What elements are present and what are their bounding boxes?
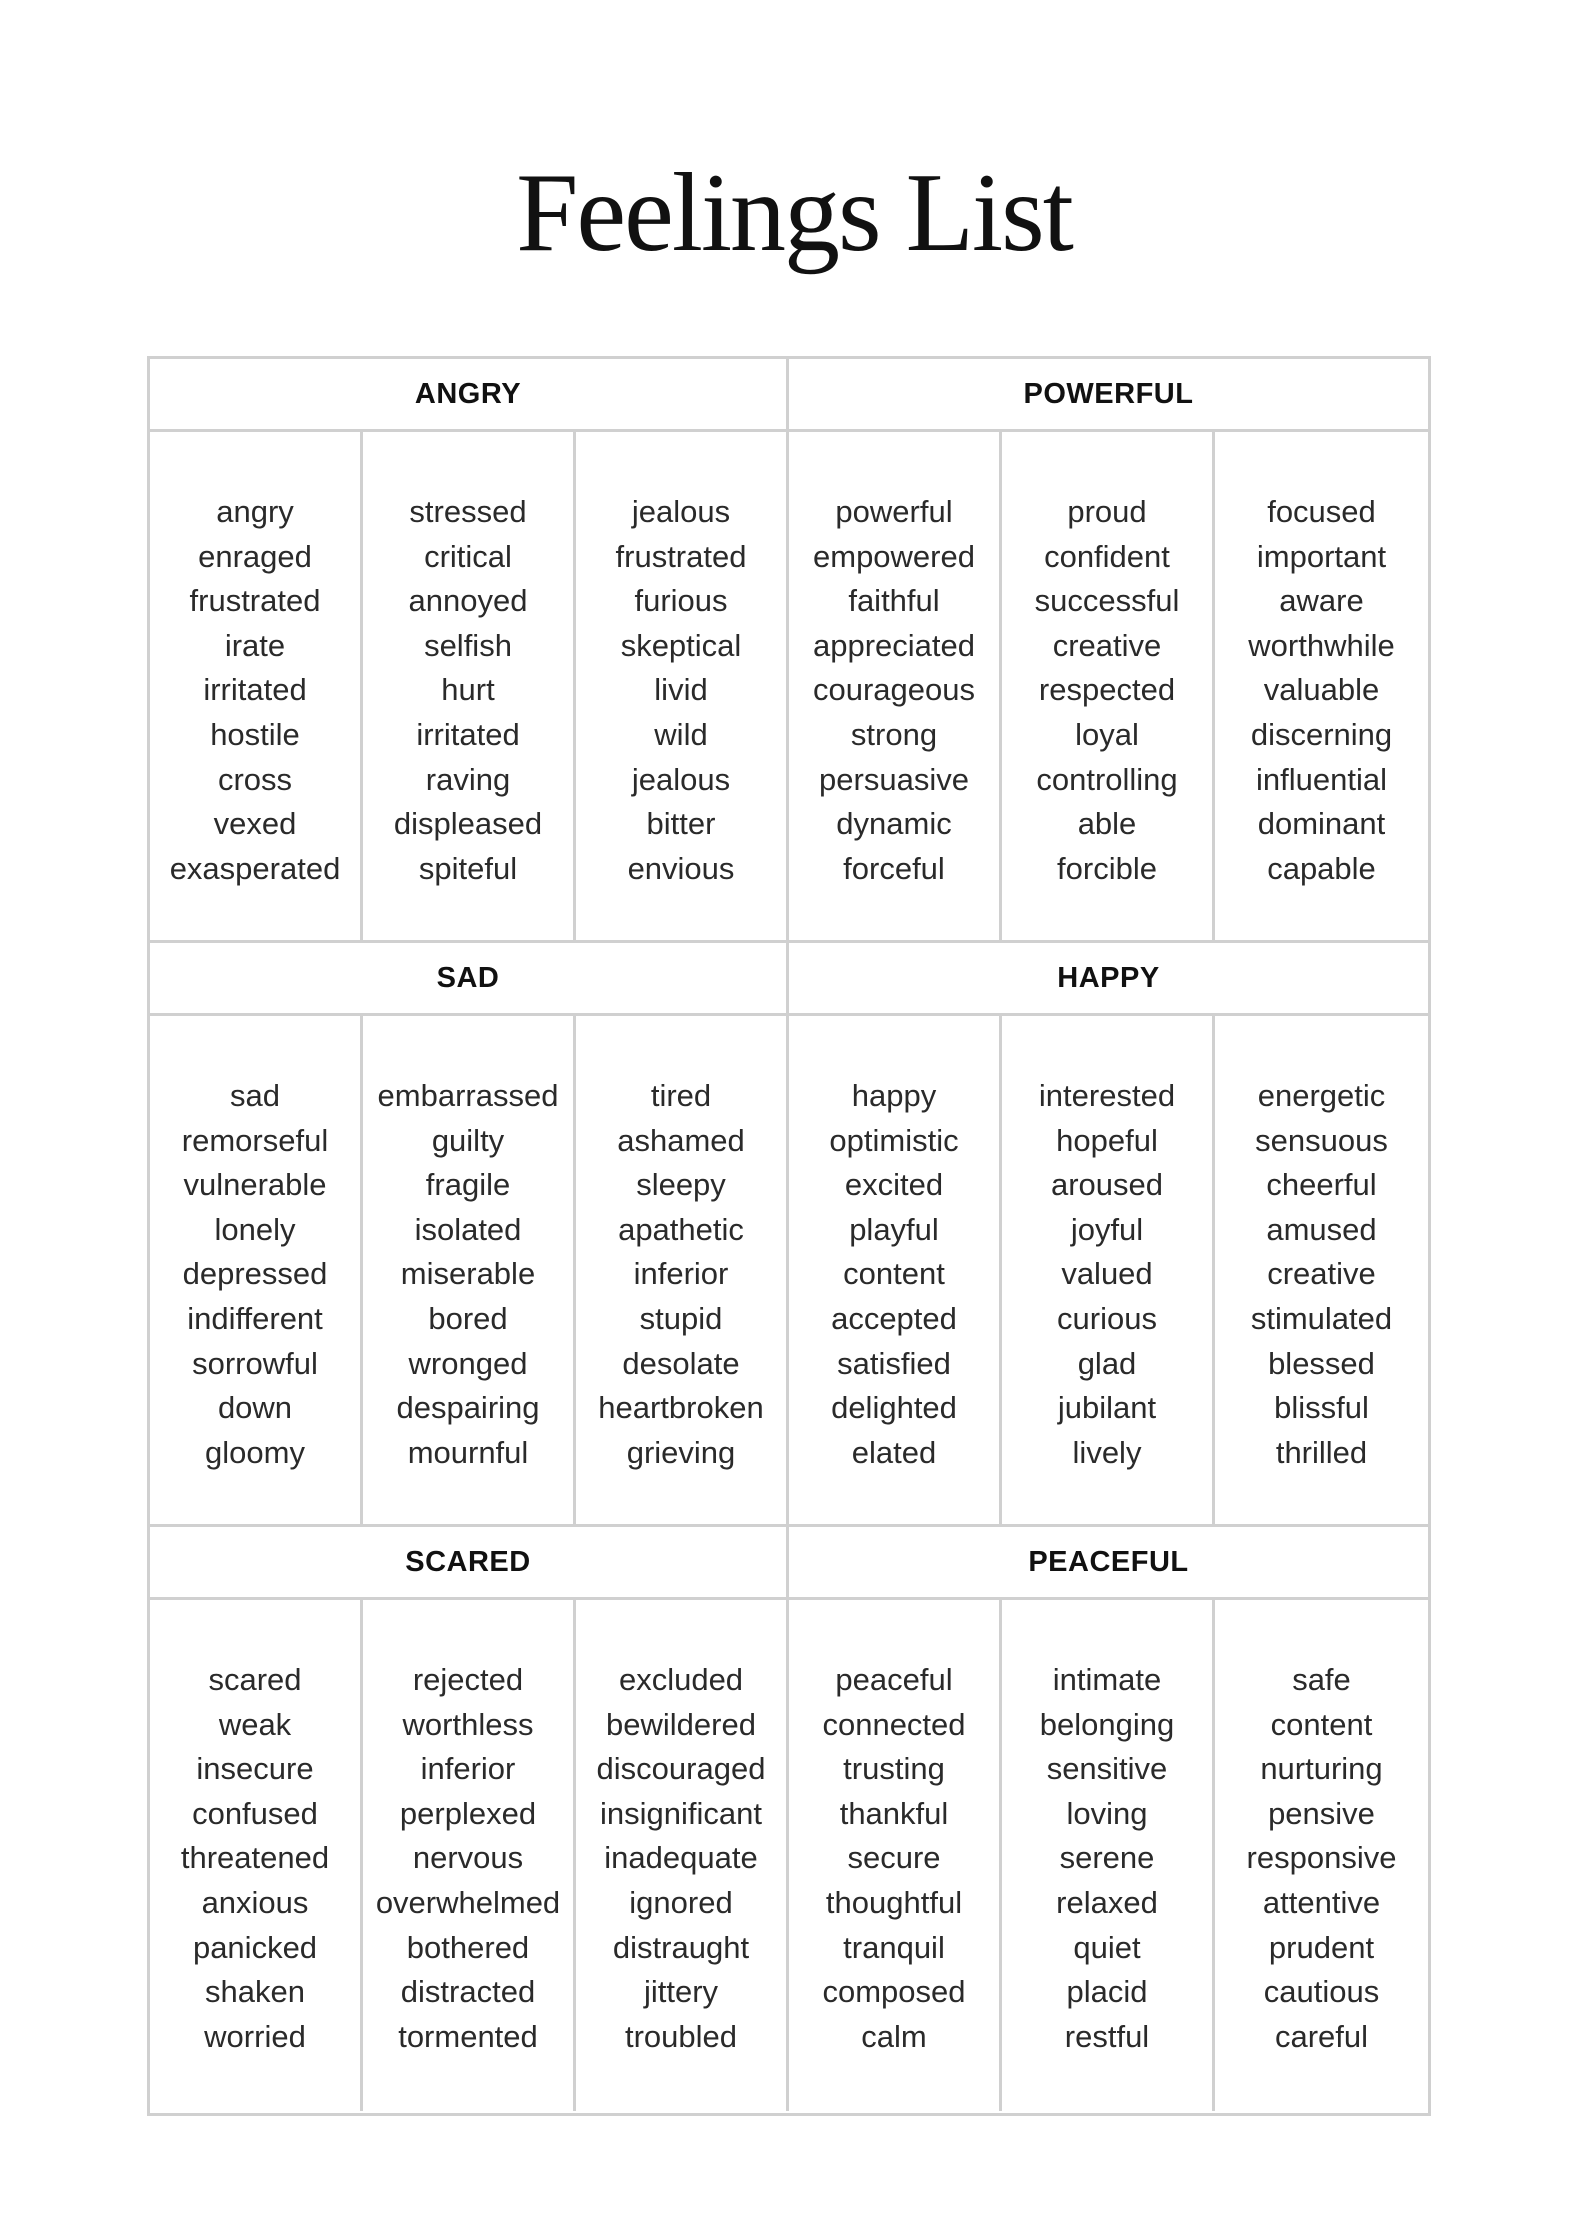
feeling-word: prudent xyxy=(1268,1929,1375,1965)
feeling-word: connected xyxy=(822,1706,966,1742)
feeling-word: stimulated xyxy=(1250,1300,1393,1336)
feeling-word: influential xyxy=(1256,761,1387,797)
feeling-word: overwhelmed xyxy=(375,1884,561,1920)
feeling-word: critical xyxy=(424,538,512,574)
feeling-word: nurturing xyxy=(1260,1751,1383,1787)
feeling-word: playful xyxy=(849,1211,939,1247)
feeling-word: distracted xyxy=(400,1974,536,2010)
feeling-word: quiet xyxy=(1073,1929,1141,1965)
feeling-word: jittery xyxy=(643,1974,719,2010)
feeling-word: optimistic xyxy=(829,1122,959,1158)
feeling-word: irate xyxy=(224,627,286,663)
feeling-word: discerning xyxy=(1250,716,1393,752)
page-title: Feelings List xyxy=(516,151,1072,275)
feeling-word: irritated xyxy=(416,716,520,752)
feeling-word: creative xyxy=(1267,1256,1376,1292)
word-column-angry-3 xyxy=(576,432,789,943)
feeling-word: happy xyxy=(851,1078,937,1113)
feeling-word: rejected xyxy=(412,1662,524,1697)
feeling-word: pensive xyxy=(1268,1795,1375,1831)
feeling-word: valuable xyxy=(1263,672,1380,708)
feeling-word: gloomy xyxy=(205,1434,305,1470)
feeling-word: lonely xyxy=(214,1211,296,1247)
feeling-word: fragile xyxy=(425,1167,511,1203)
word-column-sad-3 xyxy=(576,1016,789,1527)
feeling-word: stupid xyxy=(639,1300,723,1336)
feeling-word: wronged xyxy=(408,1345,528,1381)
feeling-word: enraged xyxy=(198,538,312,574)
feeling-word: distraught xyxy=(612,1929,750,1965)
feeling-word: troubled xyxy=(624,2018,738,2054)
feeling-word: serene xyxy=(1059,1840,1155,1876)
feeling-word: content xyxy=(843,1256,945,1292)
feeling-word: accepted xyxy=(831,1300,957,1336)
feeling-word: sad xyxy=(230,1078,280,1113)
feeling-word: spiteful xyxy=(418,850,518,886)
feeling-word: frustrated xyxy=(189,583,321,619)
feeling-word: safe xyxy=(1292,1662,1351,1697)
feeling-word: angry xyxy=(216,494,294,529)
feeling-word: vexed xyxy=(213,806,297,842)
feeling-word: sleepy xyxy=(636,1167,726,1203)
word-column-powerful-2 xyxy=(1002,432,1215,943)
feeling-word: empowered xyxy=(813,538,975,574)
feeling-word: jubilant xyxy=(1057,1390,1157,1426)
feeling-word: miserable xyxy=(400,1256,536,1292)
feeling-word: grieving xyxy=(626,1434,736,1470)
word-column-angry-1 xyxy=(150,432,363,943)
feeling-word: tormented xyxy=(398,2018,538,2054)
feeling-word: irritated xyxy=(203,672,307,708)
feeling-word: selfish xyxy=(424,627,512,663)
feeling-word: aware xyxy=(1279,583,1364,619)
feeling-word: persuasive xyxy=(819,761,969,797)
feeling-word: able xyxy=(1077,806,1137,842)
word-column-peaceful-2 xyxy=(1002,1600,1215,2111)
feeling-word: scared xyxy=(208,1662,302,1697)
word-column-sad-1 xyxy=(150,1016,363,1527)
word-column-happy-2 xyxy=(1002,1016,1215,1527)
feeling-word: composed xyxy=(822,1974,966,2010)
feeling-word: successful xyxy=(1034,583,1180,619)
feeling-word: blessed xyxy=(1268,1345,1375,1381)
feeling-word: insecure xyxy=(196,1751,314,1787)
feeling-word: capable xyxy=(1267,850,1376,886)
feeling-word: forcible xyxy=(1057,850,1157,886)
feeling-word: attentive xyxy=(1262,1884,1381,1920)
feeling-word: displeased xyxy=(393,806,543,842)
feeling-word: peaceful xyxy=(835,1662,953,1697)
feeling-word: jealous xyxy=(631,494,731,529)
feeling-word: belonging xyxy=(1039,1706,1175,1742)
feeling-word: bothered xyxy=(406,1929,530,1965)
feeling-word: powerful xyxy=(835,494,953,529)
feeling-word: worried xyxy=(204,2018,306,2054)
category-header-happy: HAPPY xyxy=(789,943,1428,1016)
feeling-word: anxious xyxy=(201,1884,309,1920)
feeling-word: tranquil xyxy=(843,1929,945,1965)
feeling-word: desolate xyxy=(622,1345,740,1381)
feeling-word: important xyxy=(1256,538,1387,574)
feeling-word: sensuous xyxy=(1255,1122,1388,1158)
feeling-word: placid xyxy=(1066,1974,1148,2010)
category-header-powerful: POWERFUL xyxy=(789,359,1428,432)
feeling-word: worthwhile xyxy=(1248,627,1395,663)
feeling-word: focused xyxy=(1267,494,1376,529)
feeling-word: skeptical xyxy=(620,627,742,663)
feeling-word: mournful xyxy=(407,1434,529,1470)
feeling-word: cautious xyxy=(1263,1974,1380,2010)
feeling-word: excluded xyxy=(618,1662,744,1697)
feeling-word: vulnerable xyxy=(183,1167,327,1203)
feeling-word: sorrowful xyxy=(192,1345,318,1381)
feeling-word: secure xyxy=(847,1840,941,1876)
feeling-word: bitter xyxy=(646,806,716,842)
feeling-word: despairing xyxy=(396,1390,540,1426)
feeling-word: envious xyxy=(627,850,735,886)
feeling-word: inadequate xyxy=(604,1840,758,1876)
category-header-scared: SCARED xyxy=(150,1527,789,1600)
feeling-word: joyful xyxy=(1070,1211,1144,1247)
feeling-word: depressed xyxy=(182,1256,328,1292)
feeling-word: panicked xyxy=(192,1929,318,1965)
word-column-happy-1 xyxy=(789,1016,1002,1527)
feeling-word: forceful xyxy=(843,850,945,886)
word-column-scared-2 xyxy=(363,1600,576,2111)
feeling-word: frustrated xyxy=(615,538,747,574)
feeling-word: interested xyxy=(1038,1078,1176,1113)
feeling-word: glad xyxy=(1077,1345,1137,1381)
feeling-word: discouraged xyxy=(596,1751,766,1787)
feeling-word: loving xyxy=(1066,1795,1148,1831)
feeling-word: insignificant xyxy=(600,1795,762,1831)
feeling-word: energetic xyxy=(1257,1078,1386,1113)
feeling-word: confident xyxy=(1044,538,1170,574)
feeling-word: courageous xyxy=(812,672,975,708)
feeling-word: confused xyxy=(192,1795,318,1831)
word-column-scared-1 xyxy=(150,1600,363,2111)
feeling-word: worthless xyxy=(402,1706,534,1742)
feeling-word: controlling xyxy=(1036,761,1178,797)
feeling-word: restful xyxy=(1064,2018,1150,2054)
feeling-word: ignored xyxy=(629,1884,733,1920)
word-column-angry-2 xyxy=(363,432,576,943)
feeling-word: weak xyxy=(218,1706,292,1742)
feeling-word: thankful xyxy=(839,1795,949,1831)
feeling-word: down xyxy=(217,1390,293,1426)
feeling-word: stressed xyxy=(409,494,527,529)
feeling-word: valued xyxy=(1061,1256,1153,1292)
feeling-word: inferior xyxy=(633,1256,729,1292)
feeling-word: bewildered xyxy=(606,1706,756,1742)
word-column-scared-3 xyxy=(576,1600,789,2111)
feeling-word: ashamed xyxy=(617,1122,745,1158)
feeling-word: jealous xyxy=(631,761,731,797)
feeling-word: exasperated xyxy=(169,850,341,886)
feeling-word: furious xyxy=(634,583,728,619)
category-header-angry: ANGRY xyxy=(150,359,789,432)
feeling-word: thrilled xyxy=(1275,1434,1368,1470)
word-column-sad-2 xyxy=(363,1016,576,1527)
feeling-word: remorseful xyxy=(181,1122,329,1158)
feeling-word: content xyxy=(1270,1706,1373,1742)
feeling-word: dynamic xyxy=(836,806,952,842)
feeling-word: proud xyxy=(1067,494,1147,529)
feeling-word: shaken xyxy=(205,1974,305,2010)
feeling-word: lively xyxy=(1072,1434,1142,1470)
feeling-word: apathetic xyxy=(618,1211,744,1247)
feeling-word: appreciated xyxy=(812,627,975,663)
feeling-word: calm xyxy=(861,2018,927,2054)
word-column-peaceful-3 xyxy=(1215,1600,1428,2111)
feeling-word: embarrassed xyxy=(377,1078,559,1113)
feeling-word: delighted xyxy=(831,1390,957,1426)
feeling-word: guilty xyxy=(431,1122,505,1158)
feeling-word: trusting xyxy=(843,1751,945,1787)
feeling-word: hostile xyxy=(210,716,300,752)
word-column-powerful-1 xyxy=(789,432,1002,943)
feeling-word: cheerful xyxy=(1266,1167,1377,1203)
feeling-word: strong xyxy=(850,716,938,752)
feeling-word: tired xyxy=(650,1078,712,1113)
feeling-word: threatened xyxy=(180,1840,330,1876)
feeling-word: satisfied xyxy=(837,1345,951,1381)
feeling-word: annoyed xyxy=(408,583,528,619)
word-column-powerful-3 xyxy=(1215,432,1428,943)
feeling-word: blissful xyxy=(1274,1390,1369,1426)
feeling-word: sensitive xyxy=(1046,1751,1168,1787)
feeling-word: wild xyxy=(654,716,708,752)
feeling-word: indifferent xyxy=(187,1300,323,1336)
category-header-peaceful: PEACEFUL xyxy=(789,1527,1428,1600)
category-header-sad: SAD xyxy=(150,943,789,1016)
feeling-word: cross xyxy=(217,761,293,797)
feeling-word: faithful xyxy=(848,583,940,619)
feeling-word: amused xyxy=(1266,1211,1377,1247)
feeling-word: isolated xyxy=(414,1211,522,1247)
feeling-word: curious xyxy=(1057,1300,1157,1336)
feeling-word: excited xyxy=(844,1167,944,1203)
feeling-word: careful xyxy=(1274,2018,1369,2054)
feeling-word: thoughtful xyxy=(825,1884,963,1920)
feeling-word: aroused xyxy=(1050,1167,1164,1203)
feeling-word: nervous xyxy=(412,1840,524,1876)
feeling-word: dominant xyxy=(1257,806,1386,842)
feeling-word: raving xyxy=(425,761,511,797)
feeling-word: elated xyxy=(851,1434,937,1470)
feeling-word: respected xyxy=(1038,672,1176,708)
word-column-peaceful-1 xyxy=(789,1600,1002,2111)
feeling-word: responsive xyxy=(1246,1840,1397,1876)
feeling-word: relaxed xyxy=(1056,1884,1158,1920)
feeling-word: intimate xyxy=(1052,1662,1162,1697)
feeling-word: hurt xyxy=(441,672,495,708)
feeling-word: bored xyxy=(428,1300,508,1336)
feeling-word: loyal xyxy=(1075,716,1139,752)
feeling-word: inferior xyxy=(420,1751,516,1787)
word-column-happy-3 xyxy=(1215,1016,1428,1527)
feeling-word: creative xyxy=(1052,627,1162,663)
feeling-word: perplexed xyxy=(399,1795,537,1831)
feeling-word: heartbroken xyxy=(598,1390,764,1426)
feelings-table xyxy=(147,356,1431,2116)
feeling-word: hopeful xyxy=(1056,1122,1158,1158)
feeling-word: livid xyxy=(654,672,708,708)
